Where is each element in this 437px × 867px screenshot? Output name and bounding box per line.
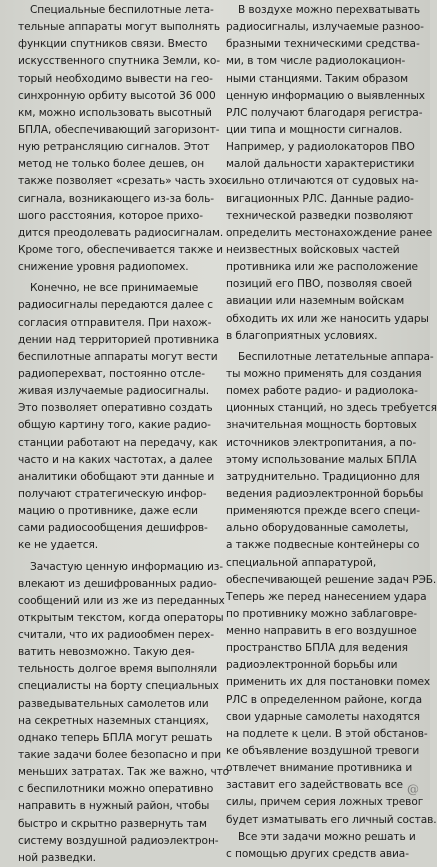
text-line: авиации или наземным войскам xyxy=(226,295,405,308)
text-line: метод не только более дешев, он xyxy=(18,158,205,171)
text-line: отвлечет внимание противника и xyxy=(226,762,413,775)
text-line: пространство БПЛА для ведения xyxy=(226,642,408,655)
text-line: км, можно использовать высотный xyxy=(18,106,212,119)
text-line: Зачастую ценную информацию из- xyxy=(30,560,224,573)
text-line: Беспилотные летательные аппара- xyxy=(238,350,434,363)
text-line: специальной аппаратурой, xyxy=(226,556,377,569)
text-line: общую картину того, какие радио- xyxy=(18,419,211,432)
text-line: такие задачи более безопасно и при xyxy=(18,749,222,762)
text-line: на секретных наземных станциях, xyxy=(18,714,209,727)
text-line: радиоэлектронной борьбы или xyxy=(226,659,398,672)
text-line: искусственного спутника Земли, ко- xyxy=(18,55,220,68)
text-line: менно направить в его воздушное xyxy=(226,625,417,638)
text-line: Теперь же перед нанесением удара xyxy=(226,590,427,603)
text-line: синхронную орбиту высотой 36 000 xyxy=(18,89,216,102)
text-line: тельные аппараты могут выполнять xyxy=(18,21,220,34)
text-line: тельность долгое время выполняли xyxy=(18,663,217,676)
text-line: Все эти задачи можно решать и xyxy=(238,830,416,843)
text-line: часто и на каких частотах, а далее xyxy=(18,453,213,466)
text-line: ционных станций, но здесь требуется xyxy=(226,402,437,415)
text-line: ми, в том числе радиолокацион- xyxy=(226,55,406,68)
text-line: обходить их или же наносить удары xyxy=(226,312,429,325)
text-line: снижение уровня радиопомех. xyxy=(18,261,189,274)
text-line: силы, причем серия ложных тревог xyxy=(226,796,424,809)
text-line: однако теперь БПЛА могут решать xyxy=(18,731,213,744)
text-line: ную ретрансляцию сигналов. Этот xyxy=(18,141,210,154)
text-line: открытым текстом, когда операторы xyxy=(18,611,224,624)
text-line: влекают из дешифрованных радио- xyxy=(18,577,217,590)
text-line: бразными техническими средства- xyxy=(226,38,420,51)
text-line: также позволяет «срезать» часть эхо- xyxy=(18,175,231,188)
text-line: быстро и скрытно развернуть там xyxy=(18,817,207,830)
text-line: ными станциями. Таким образом xyxy=(226,72,409,85)
text-line: Кроме того, обеспечивается также и xyxy=(18,243,223,256)
text-line: живая излучаемые радиосигналы. xyxy=(18,385,210,398)
left-text-column xyxy=(6,0,231,867)
text-line: позиций его ПВО, позволяя своей xyxy=(226,278,413,291)
text-line: помех работе радио- и радиолока- xyxy=(226,385,418,398)
text-line: ке не удается. xyxy=(18,539,99,552)
text-line: заставит его задействовать все xyxy=(226,779,403,792)
text-line: РЛС в определенном районе, когда xyxy=(226,693,423,706)
text-line: мацию о противнике, даже если xyxy=(18,505,198,518)
text-line: торый необходимо вывести на гео- xyxy=(18,72,213,85)
text-line: вигационных РЛС. Данные радио- xyxy=(226,192,414,205)
text-line: ценную информацию о выявленных xyxy=(226,89,425,102)
text-line: ции типа и мощности сигналов. xyxy=(226,123,403,136)
text-line: в благоприятных условиях. xyxy=(226,329,378,342)
text-line: а также подвесные контейнеры со xyxy=(226,539,420,552)
text-line: источников электропитания, а по- xyxy=(226,436,417,449)
text-line: аналитики обобщают эти данные и xyxy=(18,470,215,483)
text-line: ально оборудованные самолеты, xyxy=(226,522,409,535)
text-line: определить местонахождение ранее xyxy=(226,226,433,239)
text-line: обеспечивающей решение задач РЭБ. xyxy=(226,573,437,586)
text-line: шого расстояния, которое прихо- xyxy=(18,209,204,222)
text-line: Например, у радиолокаторов ПВО xyxy=(226,141,415,154)
text-line: этому использование малых БПЛА xyxy=(226,453,417,466)
text-line: дится преодолевать радиосигналам. xyxy=(18,226,224,239)
text-line: с беспилотники можно оперативно xyxy=(18,783,214,796)
text-line: малой дальности характеристики xyxy=(226,158,415,171)
text-line: станции работают на передачу, как xyxy=(18,436,218,449)
text-line: противника или же расположение xyxy=(226,261,418,274)
text-line: Это позволяет оперативно создать xyxy=(18,402,213,415)
text-line: сами радиосообщения дешифров- xyxy=(18,522,208,535)
text-line: значительная мощность бортовых xyxy=(226,419,417,432)
text-line: с помощью других средств авиа- xyxy=(226,847,409,860)
text-line: В воздухе можно перехватывать xyxy=(238,4,421,16)
text-line: считали, что их радиообмен перех- xyxy=(18,629,215,642)
text-line: ведения радиоэлектронной борьбы xyxy=(226,487,424,500)
text-line: РЛС получают благодаря регистра- xyxy=(226,106,423,119)
text-line: специалисты на борту специальных xyxy=(18,680,219,693)
text-line: получают стратегическую инфор- xyxy=(18,487,207,500)
text-line: свои ударные самолеты находятся xyxy=(226,710,420,723)
text-line: разведывательных самолетов или xyxy=(18,697,209,710)
text-line: применить их для постановки помех xyxy=(226,676,431,689)
text-line: на подлете к цели. В этой обстанов- xyxy=(226,727,428,740)
text-line: затруднительно. Традиционно для xyxy=(226,470,420,483)
text-line: направить в нужный район, чтобы xyxy=(18,800,210,813)
text-line: беспилотные аппараты могут вести xyxy=(18,350,218,363)
watermark-logo: @ xyxy=(407,782,419,796)
text-line: меньших затратах. Так же важно, что xyxy=(18,766,230,779)
text-line: систему воздушной радиоэлектрон- xyxy=(18,834,219,847)
text-line: дении над территорией противника xyxy=(18,333,220,346)
text-line: ватить невозможно. Такую дея- xyxy=(18,646,195,659)
text-line: сигнала, возникающего из-за боль- xyxy=(18,192,214,205)
text-line: согласия отправителя. При нахож- xyxy=(18,316,212,329)
text-line: радиосигналы передаются далее с xyxy=(18,299,213,312)
text-line: применяются прежде всего специ- xyxy=(226,505,421,518)
text-line: неизвестных войсковых частей xyxy=(226,243,400,256)
text-line: ты можно применять для создания xyxy=(226,367,422,380)
text-line: сообщений или из же из переданных xyxy=(18,594,225,607)
text-line: по противнику можно заблаговре- xyxy=(226,607,418,620)
text-line: ной разведки. xyxy=(18,851,96,864)
text-line: Конечно, не все принимаемые xyxy=(30,282,199,295)
text-line: радиоперехват, постоянно отсле- xyxy=(18,367,205,380)
text-line: технической разведки позволяют xyxy=(226,209,414,222)
text-line: Специальные беспилотные лета- xyxy=(30,4,214,16)
text-line: будет изматывать его личный состав. xyxy=(226,813,437,826)
text-line: БПЛА, обеспечивающий загоризонт- xyxy=(18,123,220,136)
right-text-column xyxy=(224,0,437,863)
text-line: сильно отличаются от судовых на- xyxy=(226,175,419,188)
text-line: ке объявление воздушной тревоги xyxy=(226,745,420,758)
text-line: функции спутников связи. Вместо xyxy=(18,38,208,51)
text-line: радиосигналы, излучаемые разноо- xyxy=(226,21,424,34)
